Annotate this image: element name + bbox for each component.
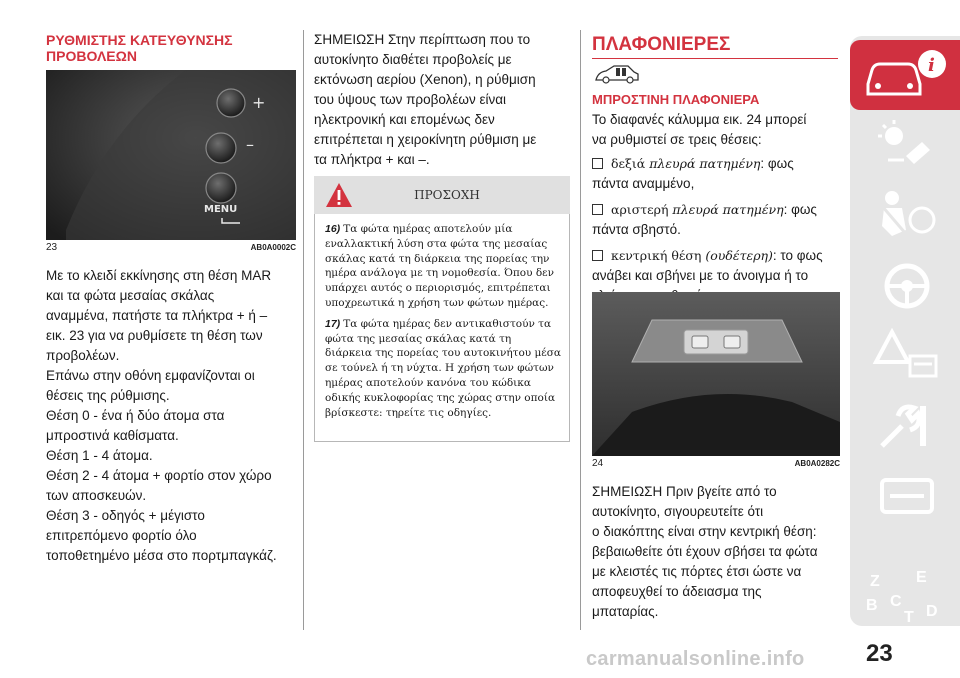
body-line: αναμμένα, πατήστε τα πλήκτρα + ή – (46, 308, 268, 323)
warning-number: 17) (325, 317, 341, 330)
body-line: τοποθετημένο μέσα στο πορτμπαγκάζ. (46, 548, 277, 563)
option-tail: πατημένη (699, 156, 761, 171)
option-mid: (ουδέτερη) (701, 248, 773, 263)
svg-text:i: i (928, 55, 935, 76)
steering-wheel-icon[interactable] (872, 256, 942, 316)
body-line: των αποσκευών. (46, 488, 147, 503)
body-line: Θέση 3 - οδηγός + μέγιστο (46, 508, 205, 523)
option-rest: : το φως (772, 248, 823, 263)
column-divider-1 (303, 30, 304, 630)
body-line: εικ. 23 για να ρυθμίσετε τη θέση των (46, 328, 263, 343)
technical-data-icon[interactable] (872, 466, 942, 526)
index-letter: E (916, 569, 927, 586)
title-line-2: ΠΡΟΒΟΛΕΩΝ (46, 48, 137, 64)
body-line: Θέση 0 - ένα ή δύο άτομα στα (46, 408, 225, 423)
body-line: Θέση 1 - 4 άτομα. (46, 448, 153, 463)
body-line: Θέση 2 - 4 άτομα + φορτίο στον χώρο (46, 468, 272, 483)
watermark-text: carmanualsonline.info (586, 648, 805, 670)
note-line: ΣΗΜΕΙΩΣΗ Στην περίπτωση που το (314, 32, 531, 47)
option-line: ανάβει και σβήνει με το άνοιγμα ή το (592, 268, 809, 283)
index-letter: Z (870, 573, 880, 590)
option-rest: : φως (783, 202, 817, 217)
warning-triangle-icon[interactable] (872, 326, 942, 386)
warning-text: Τα φώτα ημέρας αποτελούν μία εναλλακτική λύση στα φώτα της μεσαίας σκάλας κατά τη διάρκεια της πορείας την ημέρα ανάλογα με τη νομοθεσία. Όπου δεν υπάρχει αυτός ο περιορισμός, επιτρέπεται υποχρεωτικά η χρήση των φώτων ημέρας. (325, 223, 554, 309)
maintenance-tools-icon[interactable] (872, 396, 942, 456)
note-line: μπαταρίας. (592, 604, 659, 619)
option-rest: : φως (760, 156, 794, 171)
figure-24-caption (592, 458, 840, 469)
option-right-side (592, 154, 844, 174)
body-line: θέσεις της ρύθμισης. (46, 388, 170, 403)
light-options-list (592, 154, 844, 306)
section-title-ceiling-lights (592, 34, 838, 59)
warning-icon (324, 181, 354, 209)
svg-text:+: + (252, 93, 266, 112)
checkbox-icon (592, 158, 603, 169)
lights-indicator-icon[interactable] (872, 116, 942, 176)
body-line: Επάνω στην οθόνη εμφανίζονται οι (46, 368, 255, 383)
note-line: του ύψους των προβολέων είναι (314, 92, 507, 107)
checkbox-icon (592, 250, 603, 261)
index-letter: B (866, 597, 878, 614)
right-intro-text (592, 110, 842, 150)
body-line: προβολέων. (46, 348, 120, 363)
figure-code: AB0A0002C (250, 243, 296, 252)
warning-item-17 (325, 317, 561, 421)
option-line: πάντα σβηστό. (592, 222, 681, 237)
note-line: ο διακόπτης είναι στην κεντρική θέση: (592, 524, 817, 539)
option-mid: πλευρά (668, 202, 723, 217)
chapter-tab-know-your-car[interactable] (850, 40, 960, 110)
note-line: εκτόνωση αερίου (Xenon), η ρύθμιση (314, 72, 536, 87)
option-prefix: κεντρική θέση (611, 248, 702, 263)
menu-label: MENU (204, 204, 238, 215)
car-variant-icon-svg (594, 62, 640, 84)
car-variant-icon (594, 62, 640, 89)
figure-23-photo (46, 70, 296, 240)
body-line: και τα φώτα μεσαίας σκάλας (46, 288, 215, 303)
sub-title-front-light: ΜΠΡΟΣΤΙΝΗ ΠΛΑΦΟΝΙΕΡΑ (592, 92, 760, 107)
option-mid: πλευρά (645, 156, 700, 171)
right-note-text (592, 482, 844, 622)
warning-item-16 (325, 222, 561, 311)
alphabetical-index-icon[interactable] (866, 566, 946, 626)
warning-text: Τα φώτα ημέρας δεν αντικαθιστούν τα φώτα της μεσαίας σκάλας κατά τη διάρκεια της πορείας του αυτοκινήτου μέσα σε τούνελ ή τη νύχτα. Η χρήση των φώτων ημέρας αποτελούν κανόνα του κώδικα οδικής κυκλοφορίας της χώρας στην οποία βρίσκεστε: τηρείτε τις οδηγίες. (325, 317, 562, 419)
warning-box (314, 214, 570, 442)
title-line-1: ΡΥΘΜΙΣΤΗΣ ΚΑΤΕΥΘΥΝΣΗΣ (46, 32, 233, 48)
column-divider-2 (580, 30, 581, 630)
figure-23-caption (46, 242, 296, 253)
car-info-icon (850, 40, 960, 110)
body-line: μπροστινά καθίσματα. (46, 428, 179, 443)
seatbelt-safety-icon[interactable] (872, 186, 942, 246)
figure-24-photo (592, 292, 840, 456)
option-center (592, 246, 844, 266)
option-tail: πατημένη (722, 202, 784, 217)
page-number: 23 (866, 640, 893, 667)
option-line: πάντα αναμμένο, (592, 176, 695, 191)
body-line: Με το κλειδί εκκίνησης στη θέση MAR (46, 268, 272, 283)
left-body-text (46, 266, 298, 566)
section-title-headlight-adjuster (46, 32, 233, 64)
note-line: αποφευχθεί το άδειασμα της (592, 584, 762, 599)
option-prefix: αριστερή (611, 202, 669, 217)
option-prefix: δεξιά (611, 156, 646, 171)
warning-header (314, 176, 570, 214)
warning-title: ΠΡΟΣΟΧΗ (414, 188, 480, 202)
body-line: επιτρεπόμενο φορτίο όλο (46, 528, 197, 543)
note-line: επιτρέπεται η χειροκίνητη ρύθμιση με (314, 132, 537, 147)
dashboard-buttons-illustration (46, 70, 296, 240)
note-line: ηλεκτρονική και επομένως δεν (314, 112, 495, 127)
section-title-text: ΠΛΑΦΟΝΙΕΡΕΣ (592, 34, 731, 55)
ceiling-light-illustration (592, 292, 840, 456)
middle-note-text (314, 30, 574, 170)
index-letter: D (926, 603, 938, 620)
figure-code: AB0A0282C (794, 459, 840, 468)
intro-line: να ρυθμιστεί σε τρεις θέσεις: (592, 132, 762, 147)
option-left-side (592, 200, 844, 220)
figure-number: 23 (46, 242, 58, 253)
intro-line: Το διαφανές κάλυμμα εικ. 24 μπορεί (592, 112, 807, 127)
note-line: τα πλήκτρα + και –. (314, 152, 430, 167)
note-line: ΣΗΜΕΙΩΣΗ Πριν βγείτε από το (592, 484, 777, 499)
figure-number: 24 (592, 458, 604, 469)
note-line: αυτοκίνητο, σιγουρευτείτε ότι (592, 504, 764, 519)
note-line: με κλειστές τις πόρτες έτσι ώστε να (592, 564, 802, 579)
svg-text:–: – (246, 135, 254, 154)
index-letter: T (904, 609, 914, 626)
note-line: αυτοκίνητο διαθέτει προβολείς με (314, 52, 512, 67)
checkbox-icon (592, 204, 603, 215)
warning-number: 16) (325, 223, 341, 235)
index-letter: C (890, 593, 902, 610)
note-line: βεβαιωθείτε ότι έχουν σβήσει τα φώτα (592, 544, 818, 559)
